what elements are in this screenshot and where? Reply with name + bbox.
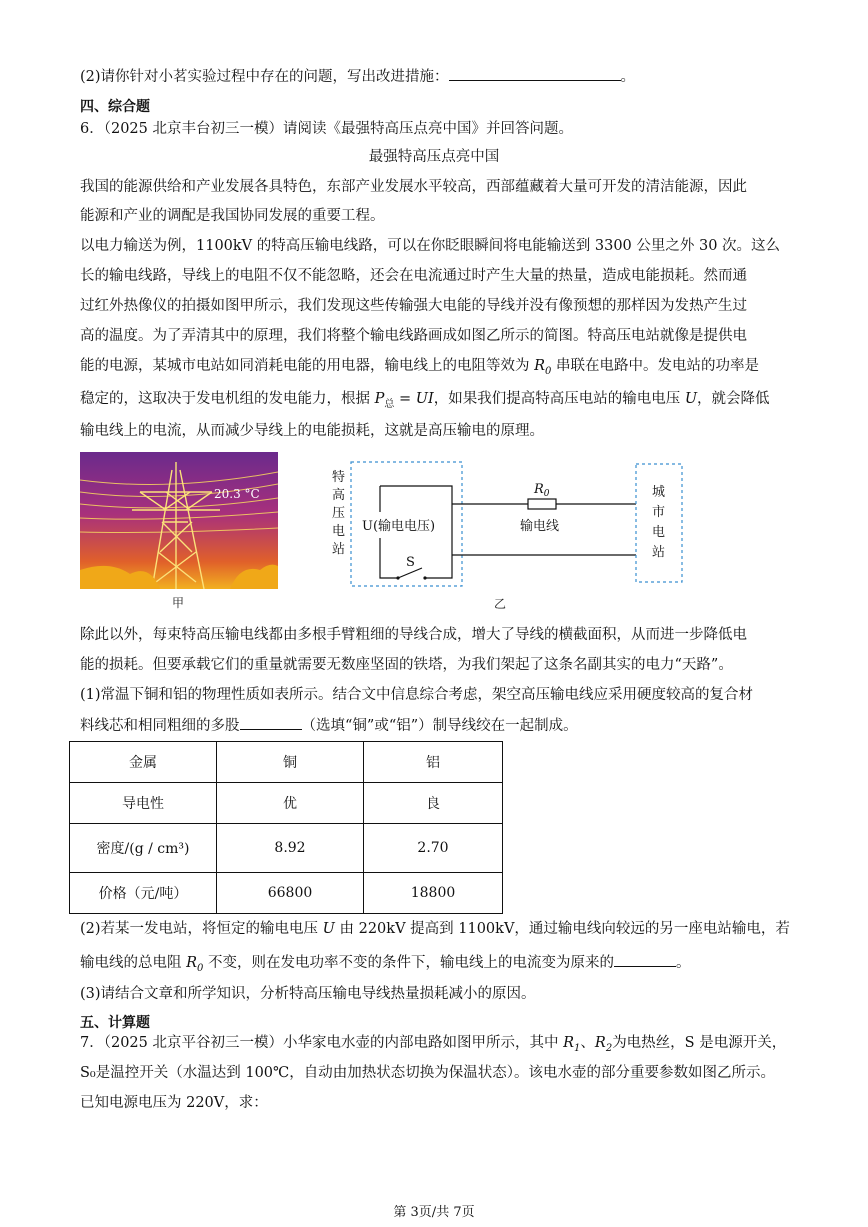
- paragraph-line: 过红外热像仪的拍摄如图甲所示，我们发现这些传输强大电能的导线并没有像预想的那样因为发热产生过: [80, 298, 747, 314]
- paragraph-line: 除此以外，每束特高压输电线都由多根手臂粗细的导线合成，增大了导线的横截面积，从而进一步降低电: [80, 627, 747, 643]
- paragraph-line: 能源和产业的调配是我国协同发展的重要工程。: [80, 208, 385, 224]
- table-cell: 2.70: [364, 824, 503, 873]
- text-segment: 稳定的，这取决于发电机组的发电能力，根据: [80, 391, 370, 407]
- table-cell: 18800: [364, 873, 503, 914]
- paragraph-line: 以电力输送为例，1100kV 的特高压输电线路，可以在你眨眼瞬间将电能输送到 3300 公里之外 30 次。这么: [80, 238, 781, 254]
- text-segment: 料线芯和相同粗细的多股: [80, 718, 240, 734]
- section-title: 四、综合题: [80, 99, 150, 115]
- q5-part2-text: (2)请你针对小茗实验过程中存在的问题，写出改进措施：: [80, 69, 449, 85]
- table-row: [70, 783, 503, 824]
- text-segment: 为电热丝，S 是电源开关，: [612, 1035, 787, 1051]
- table-cell: 优: [217, 783, 364, 824]
- text-segment: 由 220kV 提高到 1100kV，通过输电线向较远的另一座电站输电，若: [339, 921, 790, 937]
- part2-line: [80, 950, 798, 980]
- switch-label: S: [406, 555, 415, 570]
- question-line: S₀是温控开关（水温达到 100℃，自动由加热状态切换为保温状态）。该电水壶的部分重要参数如图乙所示。: [80, 1065, 775, 1081]
- text-segment: 输电线的总电阻: [80, 955, 182, 971]
- question-line: 7．（2025 北京平谷初三一模）小华家电水壶的内部电路如图甲所示，其中 $R_1$、$R_2$为电热丝，S 是电源开关，: [80, 1035, 787, 1054]
- answer-blank[interactable]: [449, 64, 621, 81]
- variable-r0: $R_0$: [186, 955, 204, 974]
- text-segment: 串联在电路中。发电站的功率是: [556, 358, 760, 374]
- city-station-box: [636, 464, 682, 582]
- paragraph-line: 能的损耗。但要承载它们的重量就需要无数座坚固的铁塔，为我们架起了这条名副其实的电力“天路”。: [80, 657, 733, 673]
- table-row: [70, 824, 503, 873]
- part1-line: [80, 713, 798, 737]
- variable-r2: $R_2$: [594, 1035, 613, 1054]
- page-footer: 第 3页/共 7页: [393, 1205, 475, 1220]
- city-label: 城 市 电 站: [652, 485, 666, 560]
- figure-label-jia: 甲: [172, 596, 185, 610]
- paragraph-line: 输电线上的电流，从而减少导线上的电能损耗，这就是高压输电的原理。: [80, 423, 544, 439]
- text-segment: 能的电源，某城市电站如同消耗电能的用电器，输电线上的电阻等效为: [80, 358, 530, 374]
- temperature-readout: 20.3 °C: [214, 487, 260, 501]
- paragraph-line: [80, 355, 798, 383]
- q5-part2: [80, 64, 798, 88]
- variable-u: U: [322, 921, 335, 937]
- variable-u: U: [684, 391, 698, 407]
- paragraph-line: 长的输电线路，导线上的电阻不仅不能忽略，还会在电流通过时产生大量的热量，造成电能损耗。然而通: [80, 268, 747, 284]
- variable-r1: $R_1$: [563, 1035, 581, 1054]
- section-title: 五、计算题: [80, 1015, 150, 1031]
- paragraph-line: 高的温度。为了弄清其中的原理，我们将整个输电线路画成如图乙所示的简图。特高压电站就像是提供电: [80, 328, 747, 344]
- part1-line: (1)常温下铜和铝的物理性质如表所示。结合文中信息综合考虑，架空高压输电线应采用硬度较高的复合材: [80, 687, 754, 703]
- circuit-diagram: [326, 456, 690, 590]
- power-formula: $P_总$ = UI: [374, 391, 434, 410]
- answer-blank[interactable]: [240, 713, 302, 730]
- text-segment: （选填“铜”或“铝”）制导线绞在一起制成。: [301, 718, 578, 734]
- line-label: 输电线: [520, 519, 560, 534]
- table-cell: 导电性: [70, 783, 217, 824]
- punct: 。: [676, 955, 691, 971]
- table-cell: 良: [364, 783, 503, 824]
- table-header: 铜: [217, 742, 364, 783]
- table-header-row: [70, 742, 503, 783]
- table-cell: 8.92: [217, 824, 364, 873]
- voltage-label: U(输电电压): [362, 519, 436, 534]
- text-segment: 7．（2025 北京平谷初三一模）小华家电水壶的内部电路如图甲所示，其中: [80, 1035, 559, 1051]
- table-row: [70, 873, 503, 914]
- table-header: 金属: [70, 742, 217, 783]
- paragraph-line: [80, 388, 798, 416]
- source-label: 特 高 压 电 站: [332, 470, 346, 557]
- article-title: 最强特高压点亮中国: [368, 149, 500, 165]
- paragraph-line: 我国的能源供给和产业发展各具特色，东部产业发展水平较高，西部蕴藏着大量可开发的清洁能源，因此: [80, 179, 747, 195]
- thermal-image: [80, 452, 278, 589]
- part3-line: (3)请结合文章和所学知识，分析特高压输电导线热量损耗减小的原因。: [80, 986, 536, 1002]
- question-intro: 6．（2025 北京丰台初三一模）请阅读《最强特高压点亮中国》并回答问题。: [80, 121, 573, 137]
- figure-label-yi: 乙: [494, 597, 507, 611]
- resistor-r0: [528, 499, 556, 509]
- answer-blank[interactable]: [614, 950, 676, 967]
- table-cell: 密度/(g / cm³): [70, 824, 217, 873]
- table-cell: 66800: [217, 873, 364, 914]
- text-segment: ，就会降低: [697, 391, 770, 407]
- text-segment: ，如果我们提高特高压电站的输电电压: [433, 391, 681, 407]
- question-line: 已知电源电压为 220V，求：: [80, 1095, 268, 1111]
- variable-r0: $R_0$: [534, 358, 552, 377]
- punct: 。: [620, 69, 636, 85]
- text-segment: 不变，则在发电功率不变的条件下，输电线上的电流变为原来的: [208, 955, 615, 971]
- table-cell: 价格（元/吨）: [70, 873, 217, 914]
- part2-line: [80, 918, 798, 940]
- metal-properties-table: [69, 741, 503, 914]
- text-segment: (2)若某一发电站，将恒定的输电电压: [80, 921, 319, 937]
- table-header: 铝: [364, 742, 503, 783]
- resistor-label: $R_0$: [534, 482, 550, 499]
